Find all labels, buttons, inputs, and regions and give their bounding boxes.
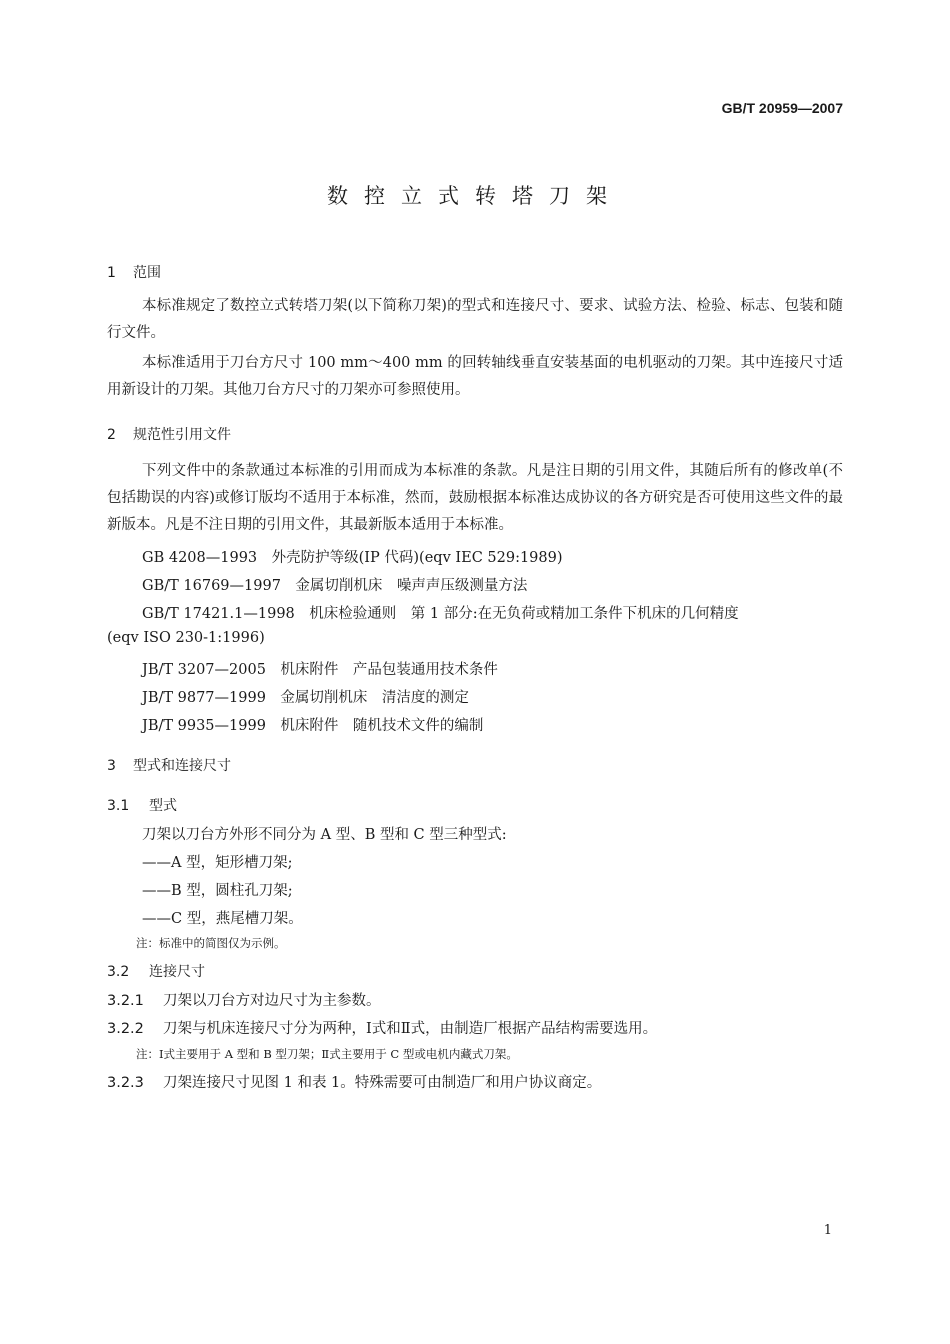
subsection-3-2-heading bbox=[107, 961, 205, 981]
section-2-intro: 下列文件中的条款通过本标准的引用而成为本标准的条款。凡是注日期的引用文件，其随后所有的修改单(不包括勘误的内容)或修订版均不适用于本标准，然而，鼓励根据本标准达成协议的各方研究是否可使用这些文件的最新版本。凡是不注日期的引用文件，其最新版本适用于本标准。 bbox=[107, 463, 843, 533]
clause-text: 刀架以刀台方对边尺寸为主参数。 bbox=[163, 993, 381, 1009]
section-number: 1 bbox=[107, 265, 116, 281]
subsection-number: 3.1 bbox=[107, 798, 130, 814]
subsection-title: 型式 bbox=[149, 798, 177, 814]
subsection-title: 连接尺寸 bbox=[149, 964, 205, 980]
note: 注：Ⅰ式主要用于 A 型和 B 型刀架；Ⅱ式主要用于 C 型或电机内藏式刀架。 bbox=[136, 1047, 518, 1061]
section-2-heading bbox=[107, 424, 231, 444]
section-1-paragraph-1: 本标准规定了数控立式转塔刀架(以下简称刀架)的型式和连接尺寸、要求、试验方法、检验、标志、包装和随行文件。 bbox=[107, 298, 843, 341]
reference-item: JB/T 3207—2005 机床附件 产品包装通用技术条件 bbox=[142, 662, 498, 678]
reference-item: GB 4208—1993 外壳防护等级(IP 代码)(eqv IEC 529:1989) bbox=[142, 550, 563, 566]
section-3-heading bbox=[107, 755, 231, 775]
reference-item: GB/T 17421.1—1998 机床检验通则 第 1 部分:在无负荷或精加工条件下机床的几何精度 bbox=[142, 606, 739, 622]
type-list-item: ——C 型，燕尾槽刀架。 bbox=[142, 911, 303, 927]
section-number: 2 bbox=[107, 427, 116, 443]
reference-item: JB/T 9877—1999 金属切削机床 清洁度的测定 bbox=[142, 690, 469, 706]
page-title: 数控立式转塔刀架 bbox=[327, 184, 623, 208]
reference-item-continuation: (eqv ISO 230-1:1996) bbox=[107, 630, 265, 646]
type-list-item: ——B 型，圆柱孔刀架; bbox=[142, 883, 293, 899]
clause-text: 刀架连接尺寸见图 1 和表 1。特殊需要可由制造厂和用户协议商定。 bbox=[163, 1075, 602, 1091]
page-number: 1 bbox=[823, 1223, 832, 1238]
clause-number: 3.2.1 bbox=[107, 993, 144, 1009]
section-title: 型式和连接尺寸 bbox=[133, 758, 231, 774]
clause-3-2-3 bbox=[107, 1071, 601, 1092]
reference-item: JB/T 9935—1999 机床附件 随机技术文件的编制 bbox=[142, 718, 484, 734]
type-list-item: ——A 型，矩形槽刀架; bbox=[142, 855, 293, 871]
clause-number: 3.2.3 bbox=[107, 1075, 144, 1091]
clause-text: 刀架与机床连接尺寸分为两种，Ⅰ式和Ⅱ式，由制造厂根据产品结构需要选用。 bbox=[163, 1021, 658, 1037]
note: 注：标准中的简图仅为示例。 bbox=[136, 936, 286, 950]
type-intro: 刀架以刀台方外形不同分为 A 型、B 型和 C 型三种型式: bbox=[142, 827, 507, 843]
subsection-3-1-heading bbox=[107, 795, 177, 815]
section-title: 范围 bbox=[133, 265, 161, 281]
clause-3-2-1 bbox=[107, 989, 381, 1010]
section-number: 3 bbox=[107, 758, 116, 774]
subsection-number: 3.2 bbox=[107, 964, 130, 980]
section-1-heading bbox=[107, 262, 161, 282]
clause-number: 3.2.2 bbox=[107, 1021, 144, 1037]
section-1-paragraph-2: 本标准适用于刀台方尺寸 100 mm～400 mm 的回转轴线垂直安装基面的电机驱动的刀架。其中连接尺寸适用新设计的刀架。其他刀台方尺寸的刀架亦可参照使用。 bbox=[107, 355, 843, 398]
reference-item: GB/T 16769—1997 金属切削机床 噪声声压级测量方法 bbox=[142, 578, 528, 594]
standard-number: GB/T 20959—2007 bbox=[721, 100, 843, 116]
clause-3-2-2 bbox=[107, 1017, 657, 1038]
section-title: 规范性引用文件 bbox=[133, 427, 231, 443]
